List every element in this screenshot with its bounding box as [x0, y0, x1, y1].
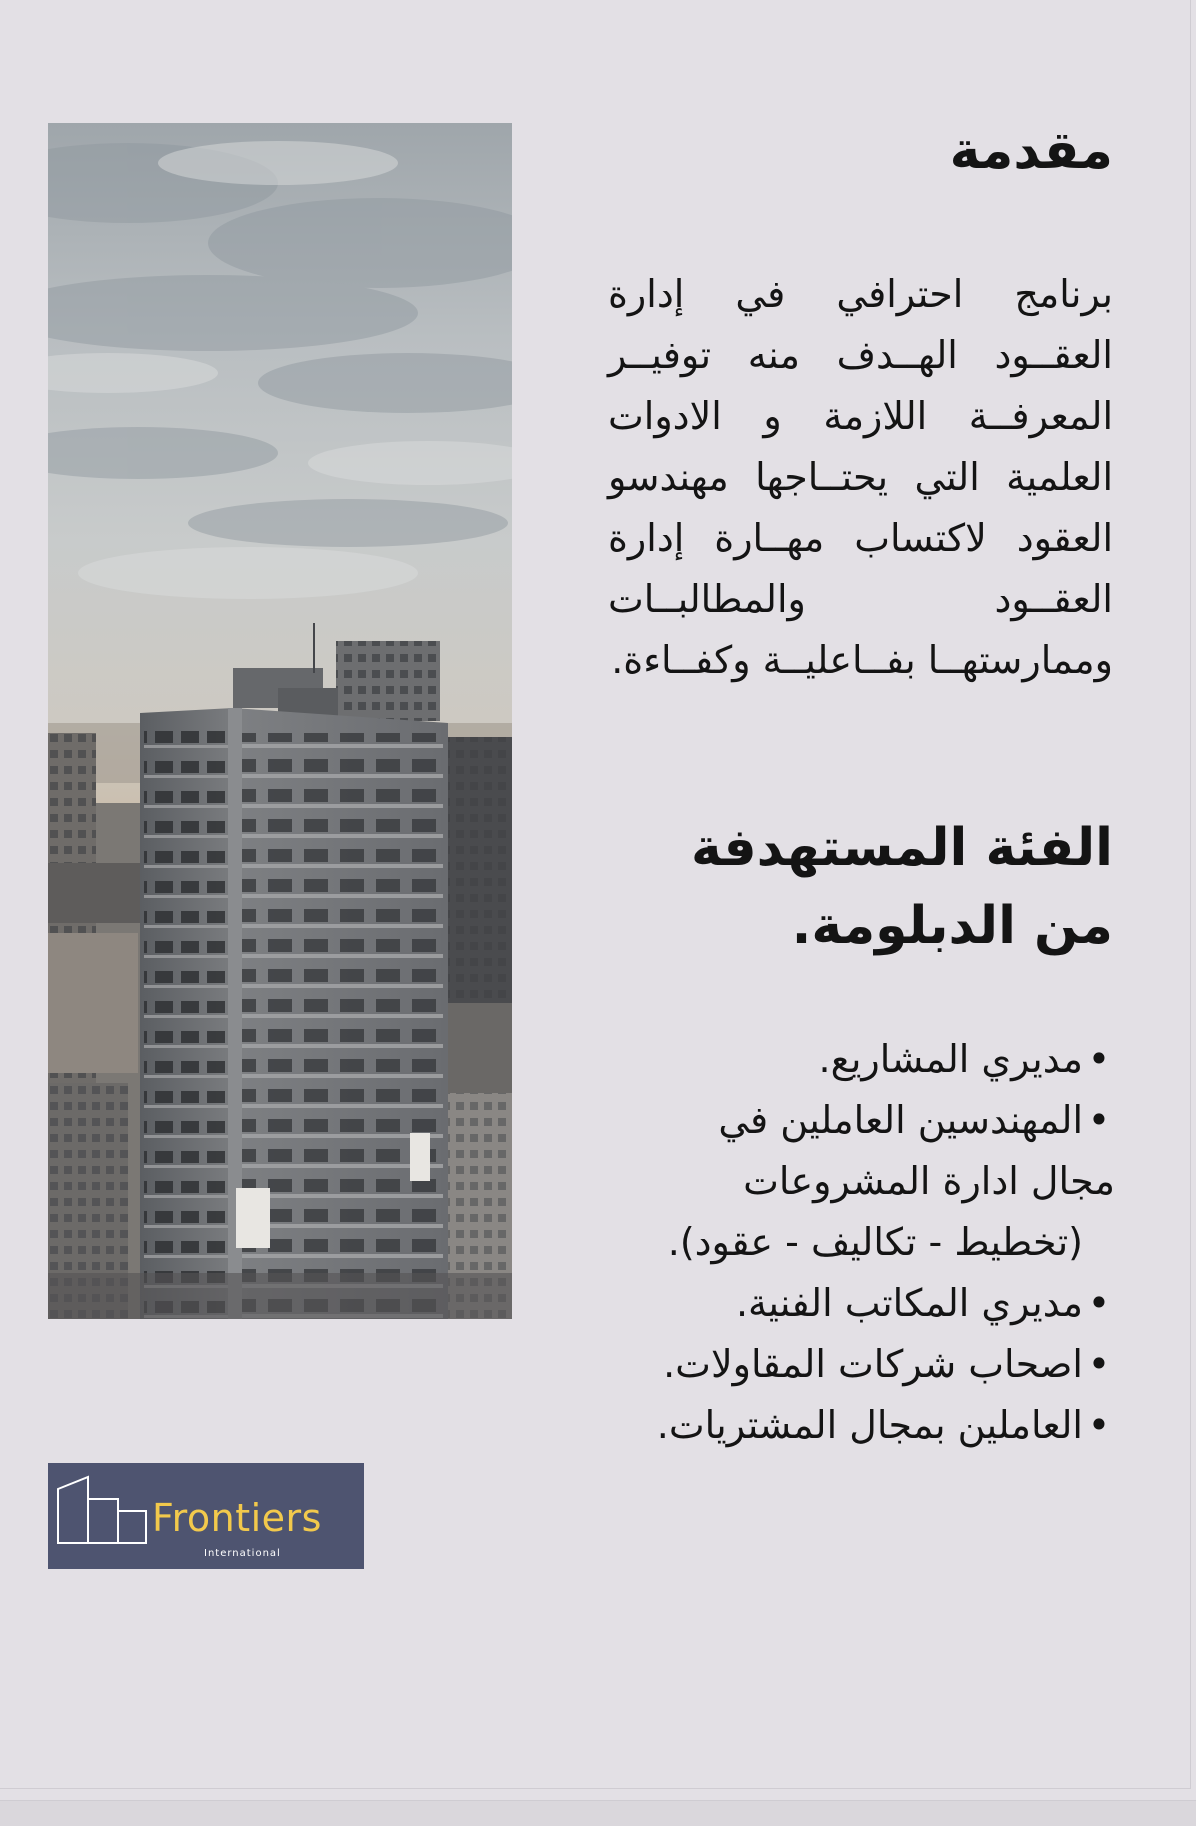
- list-item-text: المهندسين العاملين في: [718, 1098, 1083, 1142]
- list-item-text: اصحاب شركات المقاولات.: [663, 1342, 1083, 1386]
- city-tower-photo: [48, 123, 512, 1319]
- list-item: [580, 1395, 1115, 1456]
- list-item: [580, 1334, 1115, 1395]
- logo-subtitle: International: [204, 1548, 281, 1559]
- list-item-text: العاملين بمجال المشتريات.: [656, 1403, 1083, 1447]
- logo-name: Frontiers: [152, 1496, 322, 1540]
- bullet-icon: •: [1087, 1403, 1111, 1447]
- list-item: [580, 1029, 1115, 1090]
- audience-list: [580, 1029, 1115, 1456]
- page-bottom-strip: [0, 1800, 1196, 1826]
- list-item-text: مديري المشاريع.: [818, 1037, 1083, 1081]
- list-item: [580, 1273, 1115, 1334]
- list-item-text-continued: مجال ادارة المشروعات: [743, 1159, 1115, 1203]
- audience-heading: [580, 809, 1115, 965]
- list-item-text-continued: (تخطيط - تكاليف - عقود).: [667, 1220, 1083, 1264]
- list-item: [580, 1090, 1115, 1273]
- list-item-text: مديري المكاتب الفنية.: [735, 1281, 1083, 1325]
- intro-paragraph: برنامج احترافي في إدارة العقــود الهــدف منه توفيــر المعرفــة اللازمة و الادوات العلمية التي يحتــاجها مهندسو العقود لاكتساب مهــارة إدارة العقــود والمطالبــات وممارستهــا بفــاعليــة وكفــاءة.: [608, 272, 1113, 682]
- bullet-icon: •: [1087, 1098, 1111, 1142]
- bullet-icon: •: [1087, 1342, 1111, 1386]
- text-column: [580, 118, 1115, 1456]
- intro-heading: مقدمة: [949, 121, 1113, 181]
- audience-heading-line2: من الدبلومة.: [791, 896, 1113, 956]
- bullet-icon: •: [1087, 1037, 1111, 1081]
- audience-heading-line1: الفئة المستهدفة: [691, 818, 1113, 878]
- bullet-icon: •: [1087, 1281, 1111, 1325]
- frontiers-logo: [48, 1463, 364, 1569]
